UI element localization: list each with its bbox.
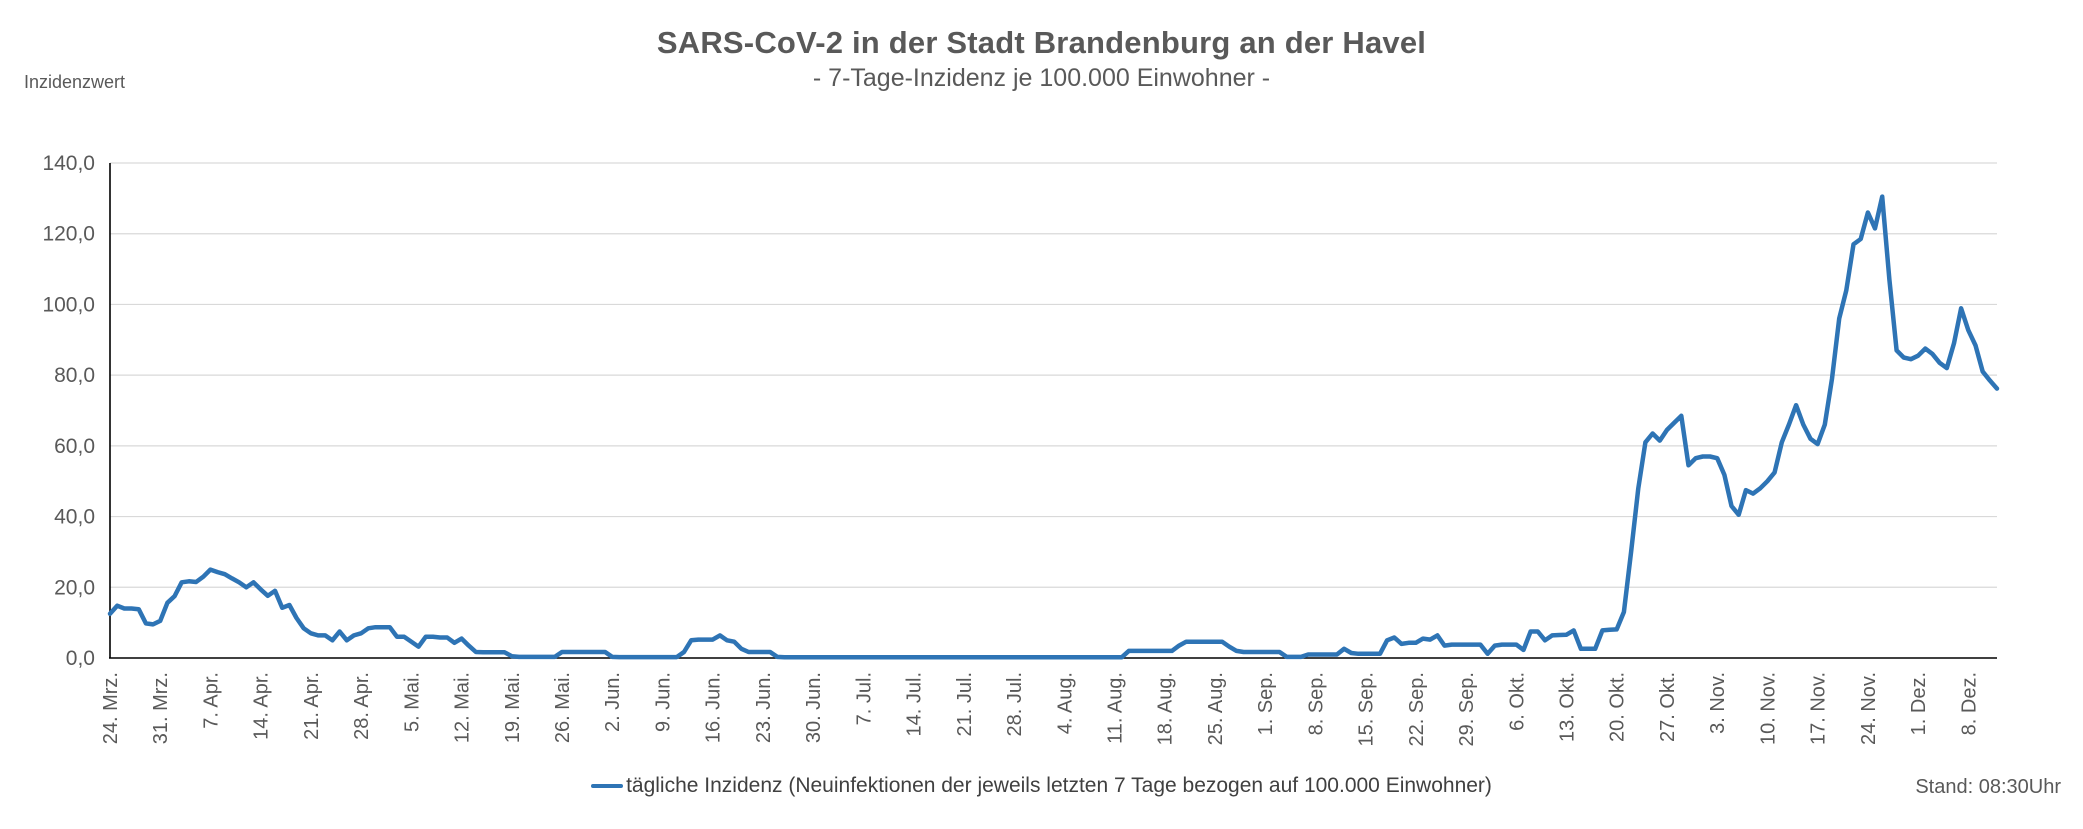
x-tick-label: 8. Dez.: [1958, 672, 1981, 736]
y-tick-label: 40,0: [54, 505, 95, 529]
x-tick-label: 8. Sep.: [1305, 672, 1328, 736]
x-tick-label: 18. Aug.: [1154, 672, 1177, 746]
x-tick-label: 20. Okt.: [1606, 672, 1629, 743]
y-tick-label: 80,0: [54, 364, 95, 388]
x-tick-label: 12. Mai.: [451, 672, 474, 744]
legend-label: tägliche Inzidenz (Neuinfektionen der jeweils letzten 7 Tage bezogen auf 100.000 Einwohner): [626, 774, 1492, 797]
x-tick-label: 14. Apr.: [250, 672, 273, 740]
x-tick-label: 30. Jun.: [803, 672, 826, 744]
chart-title: SARS-CoV-2 in der Stadt Brandenburg an der Havel: [656, 25, 1427, 60]
x-tick-label: 1. Sep.: [1255, 672, 1278, 736]
x-axis-group: [100, 672, 1980, 747]
x-tick-label: 3. Nov.: [1707, 672, 1730, 734]
x-tick-label: 28. Apr.: [351, 672, 374, 740]
x-tick-label: 21. Apr.: [300, 672, 323, 740]
x-tick-label: 24. Mrz.: [100, 672, 122, 745]
chart-subtitle: - 7-Tage-Inzidenz je 100.000 Einwohner -: [812, 63, 1271, 92]
x-tick-label: 15. Sep.: [1355, 672, 1378, 747]
y-axis-group: [42, 152, 1997, 670]
y-axis-title: Inzidenzwert: [24, 72, 126, 92]
x-tick-label: 13. Okt.: [1556, 672, 1579, 743]
x-tick-label: 2. Jun.: [602, 672, 625, 733]
y-tick-label: 100,0: [42, 293, 95, 317]
x-tick-label: 17. Nov.: [1807, 672, 1830, 745]
x-tick-label: 28. Jul.: [1004, 672, 1027, 737]
x-tick-label: 19. Mai.: [501, 672, 524, 744]
y-tick-label: 0,0: [65, 647, 95, 670]
x-tick-label: 24. Nov.: [1857, 672, 1880, 745]
x-tick-label: 21. Jul.: [953, 672, 976, 737]
x-tick-label: 1. Dez.: [1908, 672, 1931, 736]
x-tick-label: 5. Mai.: [401, 672, 424, 733]
x-tick-label: 16. Jun.: [702, 672, 725, 744]
y-tick-label: 60,0: [54, 434, 95, 458]
x-tick-label: 29. Sep.: [1456, 672, 1479, 747]
x-tick-label: 7. Apr.: [200, 672, 223, 729]
status-text: Stand: 08:30Uhr: [1915, 776, 2061, 798]
y-tick-label: 20,0: [54, 576, 95, 600]
x-tick-label: 23. Jun.: [752, 672, 775, 744]
x-tick-label: 31. Mrz.: [150, 672, 173, 745]
title-block: [0, 24, 2083, 94]
x-tick-label: 6. Okt.: [1506, 672, 1529, 731]
legend-line-icon: [591, 784, 623, 789]
x-tick-label: 11. Aug.: [1104, 672, 1127, 744]
legend: [0, 774, 2083, 798]
x-tick-label: 14. Jul.: [903, 672, 926, 737]
x-tick-label: 25. Aug.: [1204, 672, 1227, 746]
y-tick-label: 120,0: [42, 222, 95, 246]
x-tick-label: 7. Jul.: [853, 672, 876, 726]
x-tick-label: 26. Mai.: [552, 672, 575, 744]
x-tick-label: 4. Aug.: [1054, 672, 1077, 735]
x-tick-label: 22. Sep.: [1405, 672, 1428, 747]
x-tick-label: 27. Okt.: [1656, 672, 1679, 743]
incidence-series-line: [110, 197, 1997, 658]
x-tick-label: 10. Nov.: [1757, 672, 1780, 745]
y-tick-label: 140,0: [42, 152, 95, 175]
x-tick-label: 9. Jun.: [652, 672, 675, 733]
